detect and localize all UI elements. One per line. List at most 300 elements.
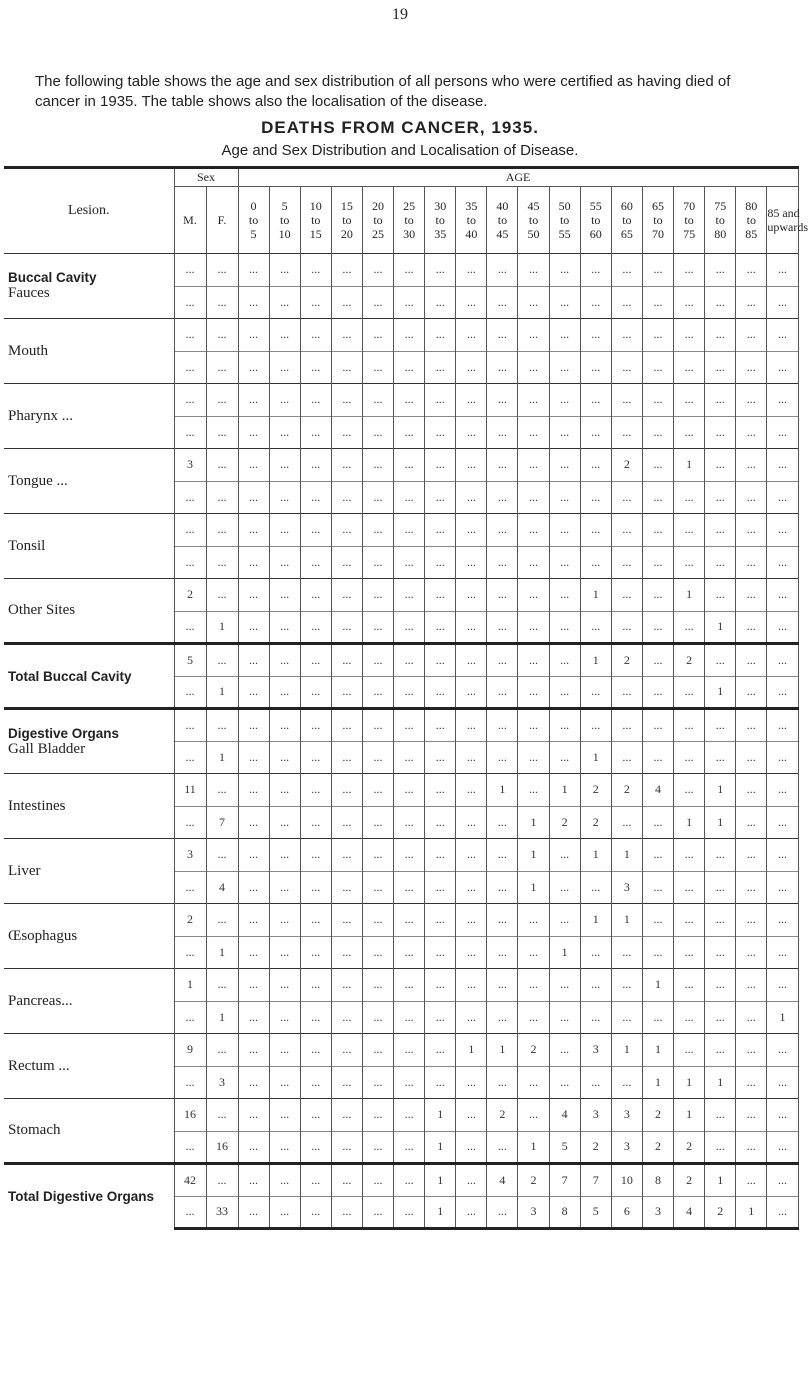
age-cell: ...: [549, 481, 580, 514]
age-cell: ...: [736, 611, 767, 644]
lesion-label: [4, 644, 174, 709]
age-cell: 7: [549, 1164, 580, 1197]
age-cell: ...: [425, 676, 456, 709]
age-cell: ...: [300, 384, 331, 417]
age-cell: ...: [456, 416, 487, 449]
age-cell: ...: [518, 709, 549, 742]
female-total: 16: [206, 1131, 238, 1164]
lesion-name: Other Sites: [8, 602, 76, 618]
age-cell: ...: [487, 481, 518, 514]
age-cell: ...: [394, 1099, 425, 1132]
age-cell: ...: [331, 449, 362, 482]
age-cell: ...: [518, 319, 549, 352]
age-cell: 1: [487, 1034, 518, 1067]
age-cell: ...: [549, 514, 580, 547]
age-cell: ...: [642, 904, 673, 937]
female-total-empty: ...: [206, 1034, 238, 1067]
male-total-empty: ...: [174, 351, 206, 384]
age-cell: ...: [269, 644, 300, 677]
age-cell: ...: [611, 514, 642, 547]
age-cell: ...: [238, 579, 269, 612]
age-cell: ...: [580, 254, 611, 287]
age-cell: ...: [238, 1131, 269, 1164]
age-cell: ...: [269, 871, 300, 904]
age-cell: ...: [425, 286, 456, 319]
age-cell: ...: [300, 1001, 331, 1034]
table-row: [4, 969, 798, 1002]
age-cell: ...: [425, 416, 456, 449]
table-title: DEATHS FROM CANCER, 1935.: [261, 118, 539, 137]
age-cell: 1: [767, 1001, 798, 1034]
age-cell: 1: [674, 1099, 705, 1132]
age-cell: ...: [487, 644, 518, 677]
age-cell: ...: [611, 546, 642, 579]
age-cell: 1: [611, 1034, 642, 1067]
age-cell: ...: [736, 319, 767, 352]
lesion-label: [4, 319, 174, 384]
age-cell: ...: [331, 579, 362, 612]
male-total: 9: [174, 1034, 206, 1067]
table-row: [4, 384, 798, 417]
age-cell: 1: [580, 904, 611, 937]
age-cell: 1: [425, 1164, 456, 1197]
female-total: ...: [206, 286, 238, 319]
age-cell: ...: [736, 839, 767, 872]
age-cell: ...: [425, 969, 456, 1002]
age-cell: ...: [642, 546, 673, 579]
age-cell: 3: [611, 871, 642, 904]
age-cell: ...: [331, 969, 362, 1002]
age-cell: 1: [674, 579, 705, 612]
age-cell: ...: [238, 481, 269, 514]
age-cell: ...: [269, 416, 300, 449]
female-total: ...: [206, 481, 238, 514]
age-cell: ...: [269, 449, 300, 482]
age-cell: ...: [456, 449, 487, 482]
age-cell: ...: [611, 1066, 642, 1099]
age-cell: ...: [642, 481, 673, 514]
age-cell: ...: [425, 839, 456, 872]
age-cell: ...: [300, 676, 331, 709]
age-cell: ...: [674, 546, 705, 579]
age-cell: 3: [518, 1196, 549, 1229]
age-cell: ...: [300, 936, 331, 969]
age-cell: ...: [580, 481, 611, 514]
age-cell: 4: [674, 1196, 705, 1229]
age-cell: 1: [674, 1066, 705, 1099]
age-cell: ...: [238, 514, 269, 547]
age-cell: ...: [238, 871, 269, 904]
age-cell: ...: [238, 1196, 269, 1229]
age-cell: ...: [736, 449, 767, 482]
age-cell: ...: [269, 904, 300, 937]
age-cell: ...: [705, 1034, 736, 1067]
age-cell: ...: [549, 286, 580, 319]
age-cell: ...: [767, 936, 798, 969]
age-cell: ...: [269, 579, 300, 612]
age-cell: ...: [394, 449, 425, 482]
age-cell: ...: [394, 904, 425, 937]
age-cell: ...: [362, 546, 393, 579]
age-cell: ...: [767, 806, 798, 839]
age-cell: ...: [331, 1196, 362, 1229]
age-cell: 1: [425, 1196, 456, 1229]
age-cell: ...: [238, 709, 269, 742]
age-cell: 2: [549, 806, 580, 839]
age-cell: ...: [580, 936, 611, 969]
age-cell: ...: [487, 546, 518, 579]
intro-paragraph: The following table shows the age and sex distribution of all persons who were certified as having died of cancer in 1935. The table shows also the localisation of the disease.: [35, 73, 731, 110]
age-cell: ...: [269, 936, 300, 969]
age-cell: ...: [238, 676, 269, 709]
lesion-name: Pancreas...: [8, 992, 73, 1009]
age-cell: ...: [736, 644, 767, 677]
age-cell: ...: [425, 1001, 456, 1034]
lesion-label: [4, 969, 174, 1034]
age-cell: ...: [300, 514, 331, 547]
age-cell: ...: [736, 481, 767, 514]
age-cell: ...: [331, 319, 362, 352]
age-cell: ...: [642, 286, 673, 319]
lesion-name: Œsophagus: [8, 927, 78, 944]
age-cell: ...: [269, 774, 300, 807]
age-cell: ...: [269, 286, 300, 319]
age-cell: ...: [362, 969, 393, 1002]
age-cell: ...: [331, 839, 362, 872]
age-cell: 3: [611, 1099, 642, 1132]
age-cell: ...: [394, 384, 425, 417]
age-cell: ...: [642, 839, 673, 872]
table-row: [4, 904, 798, 937]
age-cell: ...: [767, 774, 798, 807]
age-cell: ...: [487, 416, 518, 449]
age-cell: ...: [362, 1034, 393, 1067]
age-cell: ...: [549, 676, 580, 709]
age-cell: ...: [456, 579, 487, 612]
age-cell: ...: [611, 806, 642, 839]
age-cell: ...: [300, 709, 331, 742]
age-cell: ...: [674, 936, 705, 969]
male-total: 2: [174, 904, 206, 937]
age-cell: ...: [487, 319, 518, 352]
female-total: 1: [206, 936, 238, 969]
male-total: ...: [174, 514, 206, 547]
age-cell: 1: [580, 644, 611, 677]
age-cell: ...: [300, 806, 331, 839]
age-cell: ...: [674, 1001, 705, 1034]
age-cell: 2: [580, 774, 611, 807]
age-cell: ...: [394, 546, 425, 579]
female-header: F.: [206, 187, 238, 254]
age-cell: ...: [362, 286, 393, 319]
age-cell: ...: [487, 611, 518, 644]
age-cell: ...: [642, 254, 673, 287]
age-cell: ...: [456, 774, 487, 807]
table-row: [4, 644, 798, 677]
age-cell: ...: [767, 709, 798, 742]
age-cell: ...: [362, 1099, 393, 1132]
age-cell: ...: [456, 514, 487, 547]
age-cell: 7: [580, 1164, 611, 1197]
age-cell: ...: [456, 806, 487, 839]
age-cell: ...: [767, 644, 798, 677]
male-total-empty: ...: [174, 1001, 206, 1034]
age-cell: ...: [456, 1131, 487, 1164]
lesion-label: [4, 579, 174, 644]
age-cell: ...: [736, 741, 767, 774]
age-cell: ...: [611, 676, 642, 709]
age-cell: ...: [518, 936, 549, 969]
male-total-empty: ...: [174, 741, 206, 774]
age-cell: ...: [425, 611, 456, 644]
age-cell: ...: [674, 709, 705, 742]
age-cell: ...: [269, 806, 300, 839]
age-cell: ...: [767, 1164, 798, 1197]
age-cell: ...: [487, 579, 518, 612]
age-cell: ...: [705, 644, 736, 677]
age-cell: 1: [549, 936, 580, 969]
age-cell: ...: [767, 1066, 798, 1099]
age-cell: ...: [300, 1164, 331, 1197]
age-cell: ...: [331, 871, 362, 904]
age-cell: ...: [767, 254, 798, 287]
age-cell: ...: [518, 1066, 549, 1099]
female-total: 1: [206, 676, 238, 709]
table-row: [4, 514, 798, 547]
age-cell: ...: [580, 871, 611, 904]
age-cell: ...: [456, 969, 487, 1002]
age-cell: ...: [331, 546, 362, 579]
age-cell: ...: [394, 1164, 425, 1197]
male-total: 1: [174, 969, 206, 1002]
age-cell: ...: [394, 676, 425, 709]
age-cell: ...: [767, 611, 798, 644]
age-cell: ...: [269, 1034, 300, 1067]
age-cell: ...: [394, 1131, 425, 1164]
age-cell: ...: [642, 676, 673, 709]
age-cell: ...: [705, 384, 736, 417]
age-cell: 2: [642, 1099, 673, 1132]
age-cell: ...: [674, 741, 705, 774]
age-cell: ...: [642, 384, 673, 417]
age-cell: ...: [394, 481, 425, 514]
age-cell: ...: [238, 416, 269, 449]
age-cell: ...: [642, 709, 673, 742]
age-cell: ...: [518, 579, 549, 612]
age-cell: ...: [331, 611, 362, 644]
age-cell: ...: [238, 1164, 269, 1197]
age-cell: ...: [331, 514, 362, 547]
age-cell: ...: [331, 709, 362, 742]
age-cell: ...: [269, 1131, 300, 1164]
age-cell: ...: [394, 1001, 425, 1034]
age-cell: ...: [549, 416, 580, 449]
age-cell: ...: [362, 254, 393, 287]
age-cell: ...: [331, 644, 362, 677]
age-cell: ...: [300, 741, 331, 774]
age-cell: ...: [300, 254, 331, 287]
age-cell: ...: [394, 611, 425, 644]
age-cell: ...: [300, 611, 331, 644]
age-cell: 1: [425, 1099, 456, 1132]
age-cell: ...: [518, 481, 549, 514]
age-cell: ...: [642, 514, 673, 547]
age-cell: ...: [300, 579, 331, 612]
age-cell: ...: [580, 384, 611, 417]
age-cell: ...: [238, 1001, 269, 1034]
age-cell: ...: [487, 286, 518, 319]
age-cell: ...: [300, 1034, 331, 1067]
age-cell: ...: [394, 806, 425, 839]
age-cell: ...: [362, 839, 393, 872]
age-cell: ...: [362, 774, 393, 807]
age-cell: ...: [269, 676, 300, 709]
age-cell: ...: [425, 319, 456, 352]
age-cell: ...: [674, 254, 705, 287]
age-range-header: 5 to 10: [269, 187, 300, 254]
age-cell: 2: [518, 1034, 549, 1067]
age-cell: ...: [331, 254, 362, 287]
age-range-header: 85 and upwards: [767, 187, 798, 254]
age-cell: ...: [269, 254, 300, 287]
age-cell: 2: [611, 449, 642, 482]
age-cell: ...: [674, 286, 705, 319]
male-total-empty: ...: [174, 1066, 206, 1099]
age-cell: 1: [736, 1196, 767, 1229]
age-cell: ...: [331, 904, 362, 937]
age-cell: ...: [425, 384, 456, 417]
age-cell: ...: [549, 1066, 580, 1099]
female-total: 33: [206, 1196, 238, 1229]
age-cell: ...: [611, 709, 642, 742]
lesion-name: Pharynx ...: [8, 407, 73, 424]
age-cell: ...: [394, 1034, 425, 1067]
age-cell: ...: [611, 384, 642, 417]
age-cell: ...: [456, 904, 487, 937]
age-cell: ...: [425, 741, 456, 774]
age-cell: ...: [362, 1001, 393, 1034]
age-cell: ...: [705, 416, 736, 449]
female-total-empty: ...: [206, 644, 238, 677]
age-cell: ...: [238, 286, 269, 319]
age-cell: ...: [705, 1131, 736, 1164]
age-cell: ...: [394, 839, 425, 872]
age-cell: ...: [549, 611, 580, 644]
male-total: ...: [174, 384, 206, 417]
age-cell: ...: [611, 254, 642, 287]
age-cell: ...: [642, 936, 673, 969]
age-cell: ...: [456, 1066, 487, 1099]
age-cell: 1: [611, 839, 642, 872]
age-cell: ...: [269, 351, 300, 384]
age-cell: ...: [456, 644, 487, 677]
age-cell: 1: [425, 1131, 456, 1164]
age-range-header: 55 to 60: [580, 187, 611, 254]
age-cell: ...: [238, 319, 269, 352]
age-cell: ...: [705, 286, 736, 319]
age-cell: 6: [611, 1196, 642, 1229]
age-cell: ...: [674, 904, 705, 937]
lesion-label: [4, 1099, 174, 1164]
age-cell: ...: [518, 969, 549, 1002]
age-cell: ...: [580, 676, 611, 709]
age-cell: ...: [767, 741, 798, 774]
age-cell: ...: [736, 286, 767, 319]
age-range-header: 30 to 35: [425, 187, 456, 254]
age-cell: ...: [736, 936, 767, 969]
age-cell: 1: [456, 1034, 487, 1067]
male-total: 2: [174, 579, 206, 612]
age-cell: ...: [705, 936, 736, 969]
female-total-empty: ...: [206, 514, 238, 547]
age-cell: ...: [705, 514, 736, 547]
lesion-header: Lesion.: [4, 168, 174, 254]
age-cell: ...: [767, 579, 798, 612]
female-total-empty: ...: [206, 774, 238, 807]
age-range-header: 60 to 65: [611, 187, 642, 254]
age-cell: ...: [362, 319, 393, 352]
table-subtitle: Age and Sex Distribution and Localisation of Disease.: [221, 142, 579, 159]
age-cell: ...: [362, 1066, 393, 1099]
age-cell: ...: [238, 969, 269, 1002]
age-cell: ...: [238, 741, 269, 774]
age-cell: ...: [487, 969, 518, 1002]
age-cell: ...: [425, 449, 456, 482]
age-cell: ...: [487, 741, 518, 774]
age-cell: ...: [394, 774, 425, 807]
age-cell: ...: [300, 1066, 331, 1099]
age-cell: ...: [300, 546, 331, 579]
age-cell: 1: [642, 1066, 673, 1099]
age-cell: ...: [549, 969, 580, 1002]
female-total-empty: ...: [206, 449, 238, 482]
age-cell: ...: [767, 1196, 798, 1229]
age-cell: ...: [362, 514, 393, 547]
female-total-empty: ...: [206, 969, 238, 1002]
table-row: [4, 1164, 798, 1197]
age-cell: ...: [767, 384, 798, 417]
age-cell: ...: [331, 481, 362, 514]
age-cell: ...: [300, 871, 331, 904]
age-cell: ...: [394, 936, 425, 969]
page-number: 19: [392, 6, 408, 23]
age-cell: ...: [238, 546, 269, 579]
age-cell: ...: [549, 904, 580, 937]
lesion-label: [4, 1164, 174, 1229]
age-cell: ...: [394, 254, 425, 287]
table-row: [4, 449, 798, 482]
age-cell: ...: [269, 481, 300, 514]
age-cell: ...: [611, 319, 642, 352]
age-cell: 1: [580, 839, 611, 872]
age-cell: ...: [425, 904, 456, 937]
age-cell: ...: [394, 871, 425, 904]
age-cell: ...: [705, 871, 736, 904]
table-row: [4, 254, 798, 287]
age-cell: ...: [456, 1196, 487, 1229]
age-cell: ...: [611, 286, 642, 319]
age-cell: ...: [362, 936, 393, 969]
age-cell: ...: [300, 449, 331, 482]
age-cell: ...: [518, 774, 549, 807]
age-cell: 3: [580, 1099, 611, 1132]
age-cell: ...: [487, 449, 518, 482]
age-cell: ...: [705, 449, 736, 482]
lesion-name: Total Buccal Cavity: [8, 668, 132, 684]
age-cell: ...: [425, 254, 456, 287]
age-cell: ...: [642, 449, 673, 482]
age-cell: ...: [362, 384, 393, 417]
